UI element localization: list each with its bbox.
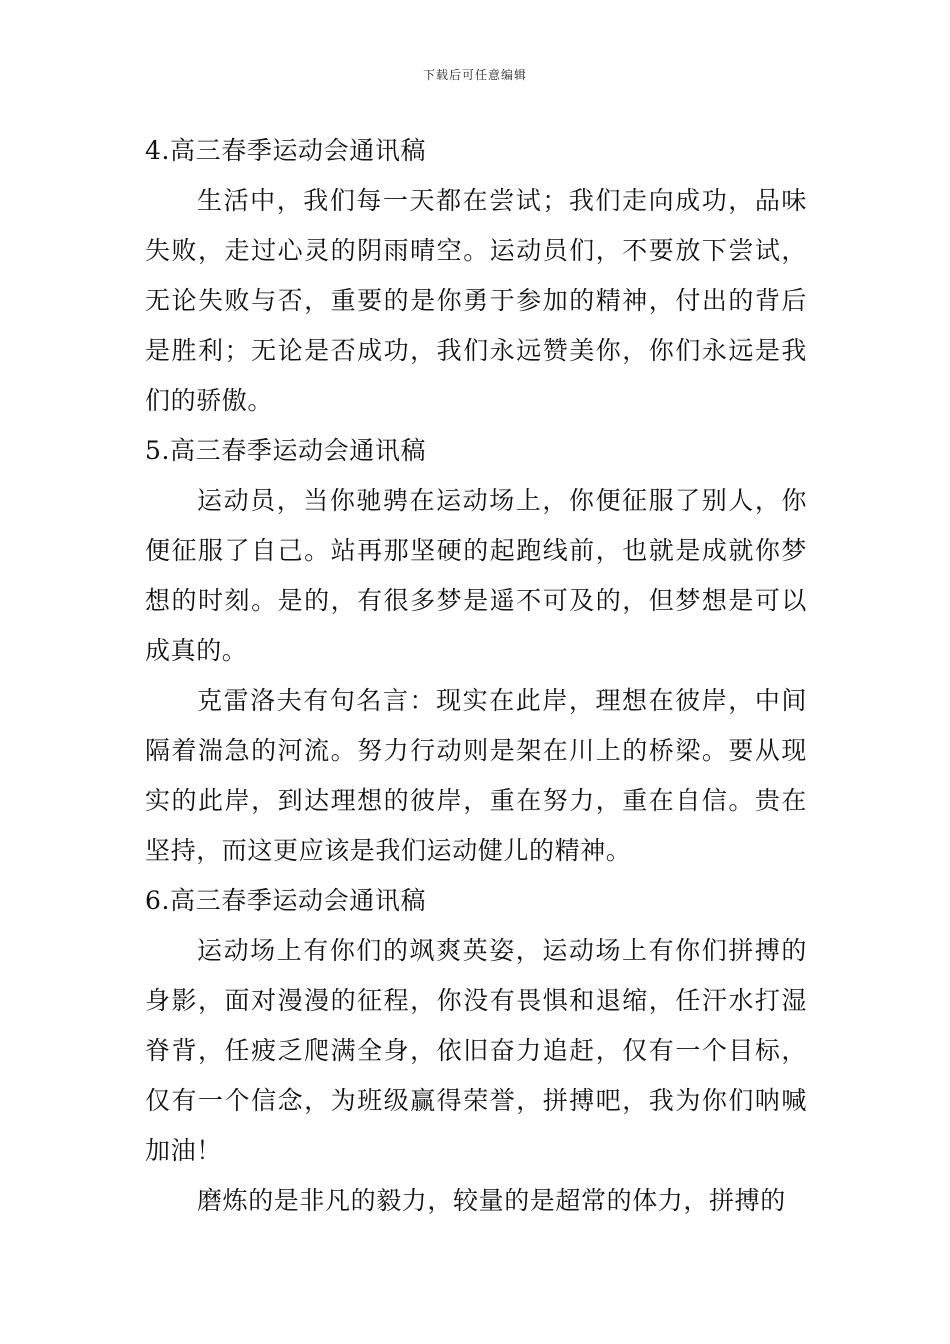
section-heading: 6.高三春季运动会通讯稿: [145, 886, 427, 915]
section-heading: 5.高三春季运动会通讯稿: [145, 436, 427, 465]
header-note: 下载后可任意编辑: [422, 68, 527, 82]
section-heading: 4.高三春季运动会通讯稿: [145, 136, 427, 165]
paragraph: 生活中，我们每一天都在尝试；我们走向成功，品味失败，走过心灵的阴雨晴空。运动员们，不要放下尝试，无论失败与否，重要的是你勇于参加的精神，付出的背后是胜利；无论是否成功，我们永远赞美你，你们永远是我们的骄傲。: [145, 186, 807, 415]
document-body: [145, 126, 807, 1226]
paragraph: 运动员，当你驰骋在运动场上，你便征服了别人，你便征服了自己。站再那坚硬的起跑线前，也就是成就你梦想的时刻。是的，有很多梦是遥不可及的，但梦想是可以成真的。: [145, 486, 807, 665]
paragraph: 运动场上有你们的飒爽英姿，运动场上有你们拼搏的身影，面对漫漫的征程，你没有畏惧和退缩，任汗水打湿脊背，任疲乏爬满全身，依旧奋力追赶，仅有一个目标，仅有一个信念，为班级赢得荣誉，拼搏吧，我为你们呐喊加油！: [145, 936, 807, 1165]
paragraph: 克雷洛夫有句名言：现实在此岸，理想在彼岸，中间隔着湍急的河流。努力行动则是架在川上的桥梁。要从现实的此岸，到达理想的彼岸，重在努力，重在自信。贵在坚持，而这更应该是我们运动健儿的精神。: [145, 686, 807, 865]
section-6: [145, 876, 807, 1226]
section-5: [145, 426, 807, 876]
paragraph: 磨炼的是非凡的毅力，较量的是超常的体力，拼搏的: [197, 1186, 786, 1215]
section-4: [145, 126, 807, 426]
